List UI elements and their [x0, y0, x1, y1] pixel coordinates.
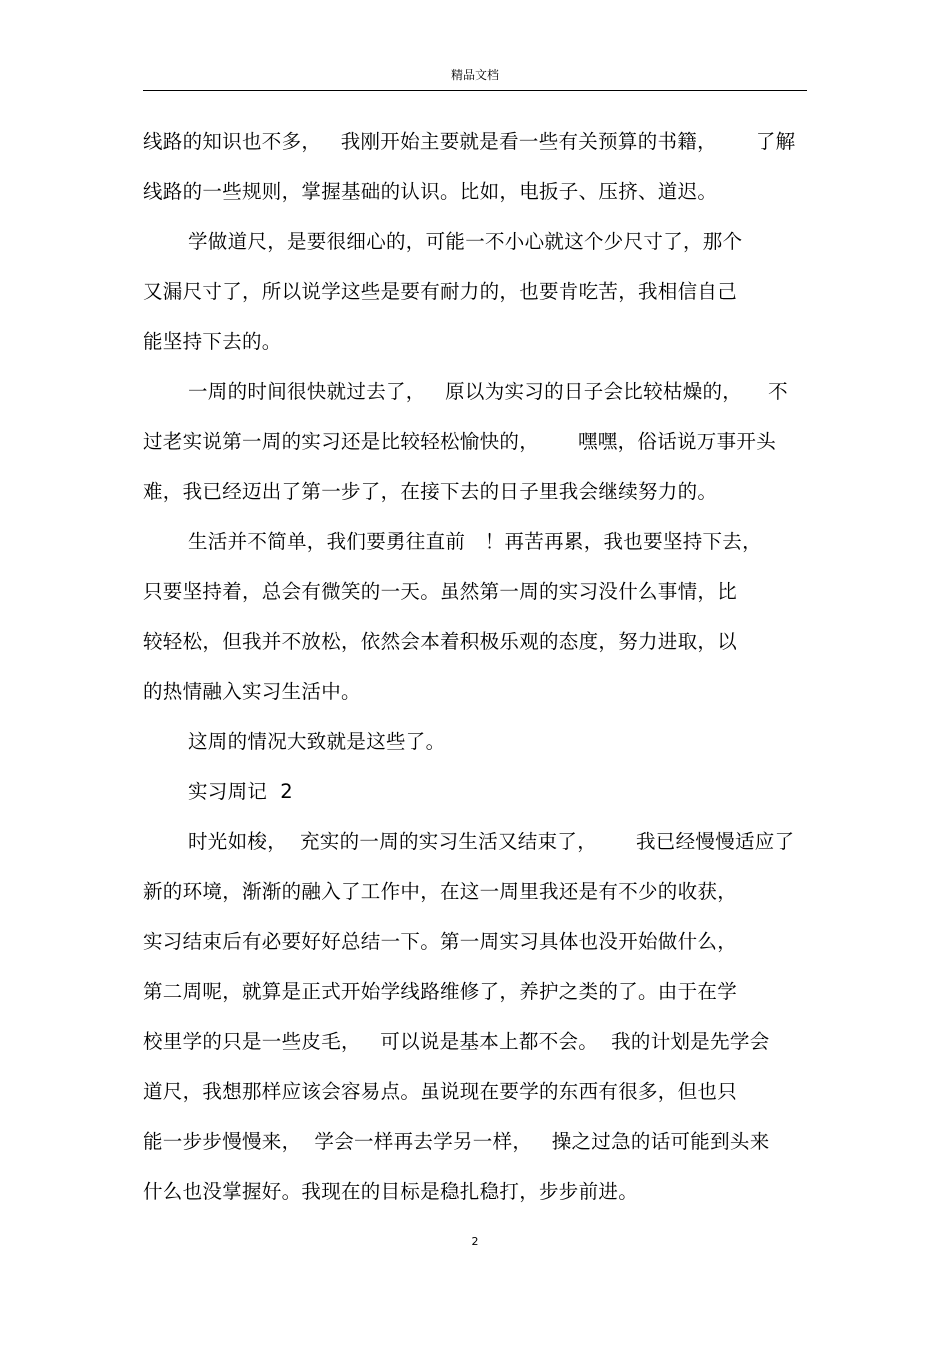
- text-line: 这周的情况大致就是这些了。: [188, 730, 446, 753]
- text-line: 实习结束后有必要好好总结一下。第一周实习具体也没开始做什么，: [143, 930, 738, 953]
- section-heading: 实习周记 2: [188, 780, 293, 803]
- text-line: 能坚持下去的。: [143, 330, 282, 353]
- text-line: 较轻松，但我并不放松，依然会本着积极乐观的态度，努力进取，以: [143, 630, 738, 653]
- text-line: 什么也没掌握好。我现在的目标是稳扎稳打，步步前进。: [143, 1180, 639, 1203]
- text-line: 道尺，我想那样应该会容易点。虽说现在要学的东西有很多，但也只: [143, 1080, 738, 1103]
- text-line: 线路的知识也不多， 我刚开始主要就是看一些有关预算的书籍， 了解: [143, 130, 796, 153]
- text-line: 学做道尺，是要很细心的，可能一不小心就这个少尺寸了，那个: [188, 230, 743, 253]
- text-line: 校里学的只是一些皮毛， 可以说是基本上都不会。 我的计划是先学会: [143, 1030, 770, 1053]
- text-line: 新的环境，渐渐的融入了工作中，在这一周里我还是有不少的收获，: [143, 880, 738, 903]
- header-title: 精品文档: [450, 68, 499, 82]
- text-line: 难，我已经迈出了第一步了，在接下去的日子里我会继续努力的。: [143, 480, 718, 503]
- text-line: 只要坚持着，总会有微笑的一天。虽然第一周的实习没什么事情，比: [143, 580, 738, 603]
- text-line: 又漏尺寸了，所以说学这些是要有耐力的，也要肯吃苦，我相信自己: [143, 280, 738, 303]
- text-line: 的热情融入实习生活中。: [143, 680, 361, 703]
- text-line: 第二周呢，就算是正式开始学线路维修了，养护之类的了。由于在学: [143, 980, 738, 1003]
- text-line: 时光如梭， 充实的一周的实习生活又结束了， 我已经慢慢适应了: [188, 830, 795, 853]
- text-line: 线路的一些规则，掌握基础的认识。比如，电扳子、压挤、道迟。: [143, 180, 718, 203]
- text-line: 过老实说第一周的实习还是比较轻松愉快的， 嘿嘿，俗话说万事开头: [143, 430, 776, 453]
- text-line: 能一步步慢慢来， 学会一样再去学另一样， 操之过急的话可能到头来: [143, 1130, 770, 1153]
- text-line: 生活并不简单，我们要勇往直前 ！再苦再累，我也要坚持下去，: [188, 530, 762, 553]
- page-number: 2: [471, 1235, 479, 1248]
- text-line: 一周的时间很快就过去了， 原以为实习的日子会比较枯燥的， 不: [188, 380, 788, 403]
- header-divider: [143, 90, 807, 91]
